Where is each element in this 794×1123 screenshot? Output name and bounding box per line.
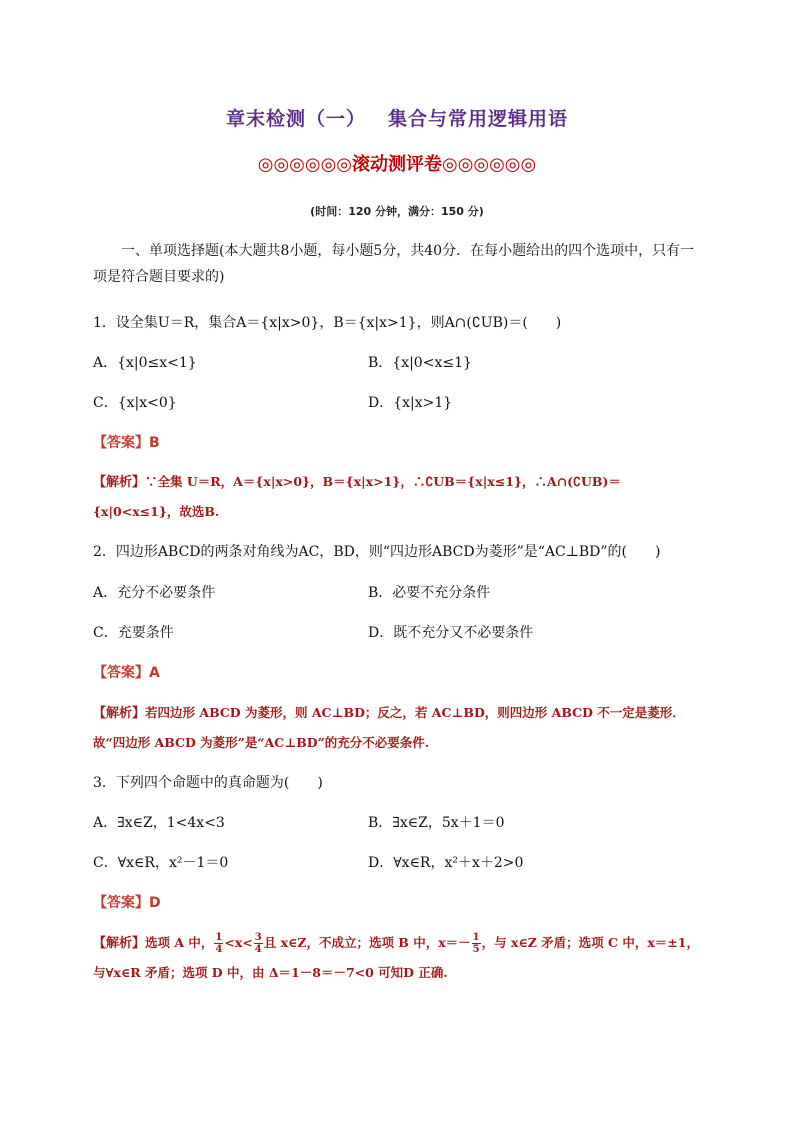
q1-analysis-tag: 【解析】 — [93, 475, 146, 490]
q3-stem: 3．下列四个命题中的真命题为( ) — [93, 775, 323, 791]
q1-answer-value: B — [149, 435, 160, 451]
q3-fraction-3-den: 5 — [472, 944, 480, 955]
q1-analysis-text: ∵全集 U＝R，A＝{x|x>0}，B＝{x|x>1}，∴∁UB＝{x|x≤1}，∴A∩(∁UB)＝{x|0<x≤1}，故选B. — [93, 474, 621, 519]
q3-analysis-part3: 且 x∈Z，不成立；选项 B 中，x＝－ — [263, 935, 471, 950]
q2-analysis-tag: 【解析】 — [93, 706, 146, 721]
q3-option-a: A．∃x∈Z，1<4x<3 — [93, 815, 225, 831]
q3-fraction-2-den: 4 — [254, 944, 262, 955]
q3-fraction-3-num: 1 — [472, 932, 480, 943]
q3-analysis — [93, 928, 703, 987]
q3-option-b: B．∃x∈Z，5x＋1＝0 — [368, 815, 505, 831]
q1-answer-tag: 【答案】 — [93, 435, 149, 451]
q3-fraction-2 — [254, 932, 263, 955]
q3-option-c: C．∀x∈R，x²－1＝0 — [93, 855, 229, 871]
q1-option-b: B．{x|0<x≤1} — [368, 355, 472, 371]
q3-fraction-1 — [214, 932, 223, 955]
q3-analysis-part2: <x< — [224, 935, 253, 950]
q3-analysis-part4: ，与 x∈Z 矛盾；选项 C 中，x＝±1，与∀x∈R 矛盾；选项 D 中，由 Δ＝1－8＝－7<0 可知D 正确. — [93, 935, 699, 980]
q3-option-d: D．∀x∈R，x²＋x＋2>0 — [368, 855, 524, 871]
q3-analysis-part1: 选项 A 中， — [145, 935, 214, 950]
q3-answer-value: D — [149, 895, 161, 911]
q2-stem: 2．四边形ABCD的两条对角线为AC，BD，则“四边形ABCD为菱形”是“AC⊥BD”的( ) — [93, 544, 661, 560]
q1-analysis — [93, 467, 703, 526]
q2-answer — [93, 662, 160, 682]
q1-option-a: A．{x|0≤x<1} — [93, 355, 197, 371]
q1-option-c: C．{x|x<0} — [93, 395, 177, 411]
q1-option-d: D．{x|x>1} — [368, 395, 453, 411]
exam-meta: (时间：120 分钟，满分：150 分) — [310, 205, 484, 218]
q3-analysis-tag: 【解析】 — [93, 936, 146, 951]
q2-answer-tag: 【答案】 — [93, 665, 149, 681]
q2-option-a: A．充分不必要条件 — [93, 585, 216, 601]
q3-fraction-1-den: 4 — [215, 944, 223, 955]
q2-option-d: D．既不充分又不必要条件 — [368, 625, 534, 641]
q2-answer-value: A — [149, 665, 160, 681]
page-subtitle: ◎◎◎◎◎◎滚动测评卷◎◎◎◎◎◎ — [257, 154, 537, 175]
title-topic: 集合与常用逻辑用语 — [388, 108, 569, 130]
q3-fraction-1-num: 1 — [215, 932, 223, 943]
q2-option-c: C．充要条件 — [93, 625, 174, 641]
q2-analysis — [93, 698, 703, 757]
page-title — [0, 104, 794, 131]
title-chapter: 章末检测（一） — [225, 108, 366, 130]
q3-answer-tag: 【答案】 — [93, 895, 149, 911]
q2-option-b: B．必要不充分条件 — [368, 585, 491, 601]
q1-stem: 1．设全集U＝R，集合A＝{x|x>0}，B＝{x|x>1}，则A∩(∁UB)＝( ) — [93, 315, 562, 331]
q2-analysis-text: 若四边形 ABCD 为菱形，则 AC⊥BD；反之，若 AC⊥BD，则四边形 ABCD 不一定是菱形．故“四边形 ABCD 为菱形”是“AC⊥BD”的充分不必要条件. — [93, 705, 685, 750]
section-heading: 一、单项选择题(本大题共8小题，每小题5分，共40分．在每小题给出的四个选项中，只有一项是符合题目要求的) — [93, 243, 695, 285]
q3-fraction-2-num: 3 — [254, 932, 262, 943]
q3-answer — [93, 892, 161, 912]
q1-answer — [93, 432, 160, 452]
q3-fraction-3 — [472, 932, 481, 955]
